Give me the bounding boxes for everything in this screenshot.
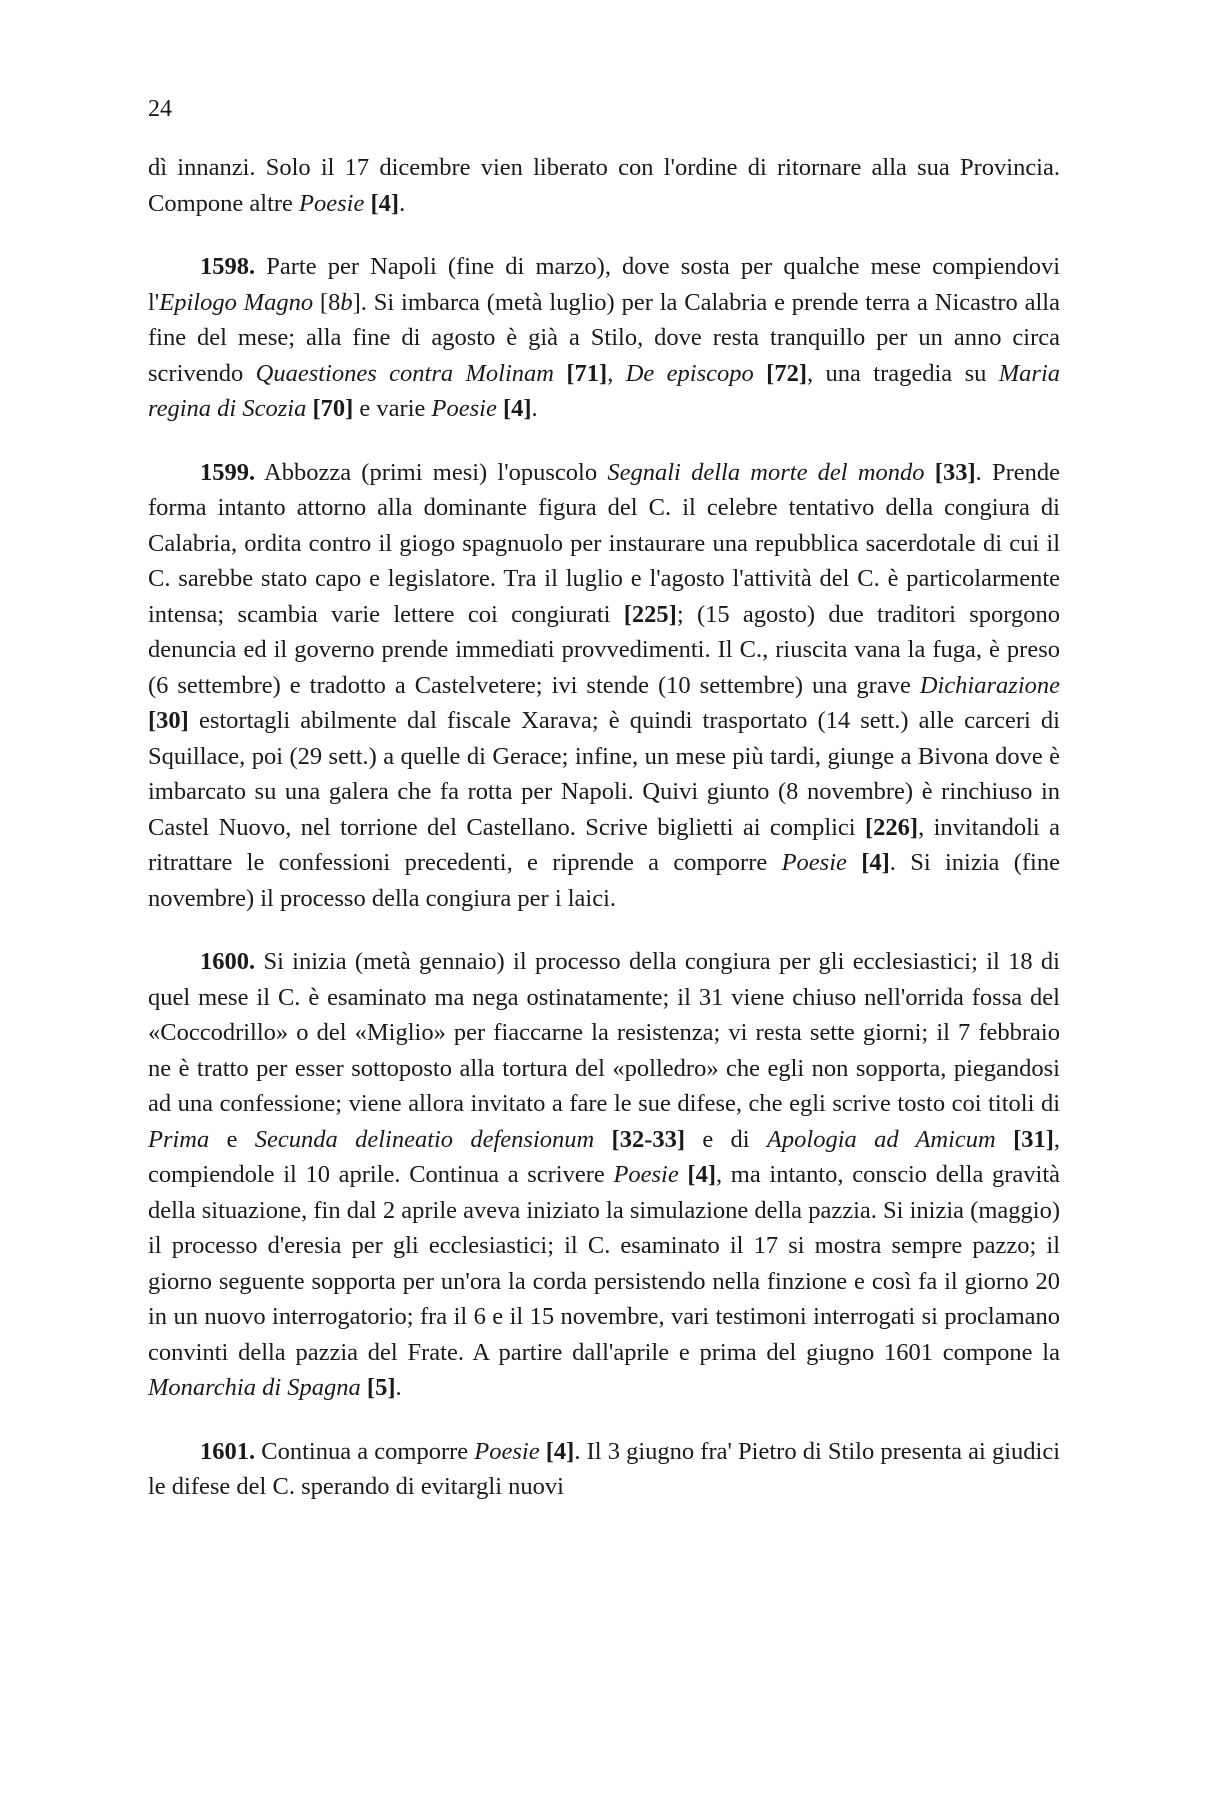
bibliographic-reference: [33] (934, 458, 976, 486)
text-run: e di (685, 1125, 767, 1153)
text-run: Parte per Napoli (fine di marzo), dove sosta per qualche mese compiendovi l' (148, 253, 1060, 316)
text-run: . Prende forma intanto attorno alla dominante figura del C. il celebre tentativo della congiura di Calabria, ordita contro il giogo spagnuolo per instaurare una repubblica sacerdotale di cui il C. sarebbe stato capo e legislatore. Tra il luglio e l'agosto l'attività del C. è particolarmente intensa; scambia varie lettere coi congiurati (148, 458, 1060, 628)
bibliographic-reference: [4] (502, 395, 532, 422)
italic-title: b (340, 288, 353, 316)
text-run: ; (15 agosto) due traditori sporgono denuncia ed il governo prende immediati provvedimenti. Il C., riuscita vana la fuga, è preso (6 settembre) e tradotto a Castelvetere; ivi stende (10 settembre) una grave (148, 600, 1060, 699)
text-run: . Si inizia (fine novembre) il processo della congiura per i laici. (148, 849, 1060, 912)
italic-title: Epilogo Magno (159, 288, 314, 316)
italic-title: Segnali della morte del mondo (607, 458, 925, 486)
text-run: , (607, 359, 626, 387)
italic-title: Apologia ad Amicum (766, 1125, 996, 1153)
text-run: e (209, 1125, 255, 1153)
text-run: , una tragedia su (807, 359, 999, 387)
paragraph (148, 455, 1060, 917)
bibliographic-reference: [71] (566, 359, 608, 387)
bibliographic-reference: [30] (148, 707, 189, 734)
year-heading: 1598. (200, 253, 256, 280)
italic-title: Poesie (781, 849, 847, 876)
italic-title: Poesie (474, 1437, 540, 1465)
text-run: estortagli abilmente dal fiscale Xarava; è quindi trasportato (14 sett.) alle carceri di Squillace, poi (29 sett.) a quelle di Gerace; infine, un mese più tardi, giunge a Bivona dove è imbarcato su una galera che fa rotta per Napoli. Quivi giunto (8 novembre) è rinchiuso in Castel Nuovo, nel torrione del Castellano. Scrive biglietti ai complici (148, 707, 1060, 841)
text-run (554, 360, 566, 387)
year-heading: 1599. (200, 458, 256, 486)
bibliographic-reference: [4] (370, 189, 400, 217)
paragraph (148, 944, 1060, 1406)
text-run: , invitandoli a ritrattare le confessioni precedenti, e riprende a comporre (148, 813, 1060, 876)
bibliographic-reference: [31] (1013, 1125, 1054, 1153)
paragraph (148, 150, 1060, 221)
year-heading: 1600. (200, 948, 256, 975)
italic-title: Monarchia di Spagna (148, 1374, 361, 1401)
italic-title: Maria regina di Scozia (148, 359, 1060, 422)
text-run (594, 1126, 611, 1153)
bibliographic-reference: [4] (545, 1437, 575, 1465)
italic-title: Dichiarazione (919, 671, 1060, 699)
text-run: e varie (353, 395, 432, 422)
page-number: 24 (148, 96, 172, 122)
text-run: Abbozza (primi mesi) l'opuscolo (255, 458, 608, 486)
text-run: , compiendole il 10 aprile. Continua a scrivere (148, 1125, 1061, 1188)
paragraph (148, 1434, 1060, 1505)
text-run (754, 360, 766, 387)
italic-title: Poesie (431, 395, 497, 422)
bibliographic-reference: [32-33] (611, 1125, 686, 1153)
text-run: . (399, 189, 406, 217)
text-run (996, 1126, 1013, 1153)
text-run: . (531, 395, 538, 422)
year-heading: 1601. (200, 1437, 256, 1465)
text-run: [8 (313, 288, 341, 316)
text-run (925, 459, 935, 486)
italic-title: Prima (148, 1125, 210, 1153)
body-text (148, 150, 1060, 1505)
text-run: . (395, 1374, 402, 1401)
text-run: . Il 3 giugno fra' Pietro di Stilo presenta ai giudici le difese del C. sperando di evitargli nuovi (148, 1437, 1061, 1500)
text-run: , ma intanto, conscio della gravità della situazione, fin dal 2 aprile aveva iniziato la simulazione della pazzia. Si inizia (maggio) il processo d'eresia per gli ecclesiastici; il C. esaminato il 17 si mostra sempre pazzo; il giorno seguente sopporta per un'ora la corda persistendo nella finzione e così fa il giorno 20 in un nuovo interrogatorio; fra il 6 e il 15 novembre, vari testimoni interrogati si proclamano convinti della pazzia del Frate. A partire dall'aprile e prima del giugno 1601 compone la (148, 1161, 1061, 1366)
bibliographic-reference: [4] (861, 849, 890, 876)
italic-title: De episcopo (625, 359, 754, 387)
bibliographic-reference: [225] (623, 600, 677, 628)
italic-title: Poesie (299, 189, 365, 217)
text-run: Si inizia (metà gennaio) il processo della congiura per gli ecclesiastici; il 18 di quel mese il C. è esaminato ma nega ostinatamente; il 31 viene chiuso nell'orrida fossa del «Coccodrillo» o del «Miglio» per fiaccarne la resistenza; vi resta sette giorni; il 7 febbraio ne è tratto per esser sottoposto alla tortura del «polledro» che egli non sopporta, piegandosi ad una confessione; viene allora invitato a fare le sue difese, che egli scrive tosto coi titoli di (148, 948, 1060, 1117)
italic-title: Quaestiones contra Molinam (255, 359, 554, 387)
paragraph (148, 249, 1060, 427)
text-run: Continua a comporre (255, 1437, 475, 1465)
text-run (847, 849, 861, 876)
bibliographic-reference: [5] (366, 1374, 396, 1401)
bibliographic-reference: [226] (865, 813, 919, 841)
text-run: ]. Si imbarca (metà luglio) per la Calabria e prende terra a Nicastro alla fine del mese; alla fine di agosto è già a Stilo, dove resta tranquillo per un anno circa scrivendo (148, 288, 1060, 387)
bibliographic-reference: [70] (312, 395, 354, 422)
text-run: dì innanzi. Solo il 17 dicembre vien liberato con l'ordine di ritornare alla sua Provincia. Compone altre (148, 154, 1060, 217)
italic-title: Secunda delineatio defensionum (254, 1125, 595, 1153)
italic-title: Poesie (613, 1161, 679, 1188)
bibliographic-reference: [72] (766, 359, 807, 387)
bibliographic-reference: [4] (687, 1161, 716, 1188)
